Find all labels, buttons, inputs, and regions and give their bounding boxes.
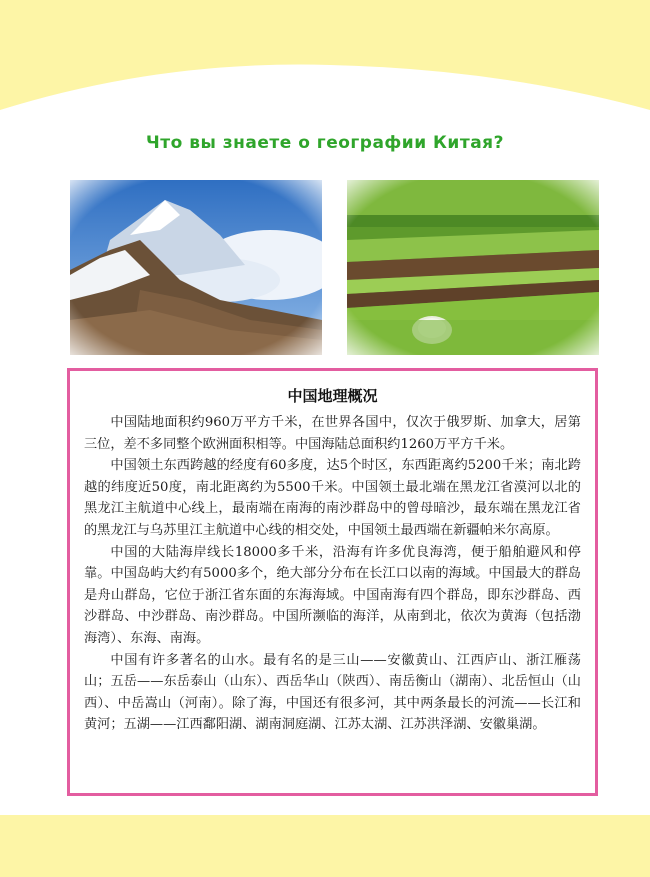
fields-photo (347, 180, 599, 355)
article-paragraph-4: 中国有许多著名的山水。最有名的是三山——安徽黄山、江西庐山、浙江雁荡山；五岳——东岳泰山（山东）、西岳华山（陕西）、南岳衡山（湖南）、北岳恒山（山西）、中岳嵩山（河南）。除了海，中国还有很多河，其中两条最长的河流——长江和黄河；五湖——江西鄱阳湖、湖南洞庭湖、江苏太湖、江苏洪泽湖、安徽巢湖。 (84, 652, 581, 733)
geography-info-box (67, 368, 598, 796)
page-title: Что вы знаете о географии Китая? (146, 133, 504, 153)
bottom-decorative-band (0, 815, 650, 877)
article-heading: 中国地理概况 (287, 387, 378, 405)
top-curve-decoration (0, 55, 650, 135)
article-paragraph-2: 中国领土东西跨越的经度有60多度，达5个时区，东西距离约5200千米；南北跨越的纬度近50度，南北距离约为5500千米。中国领土最北端在黑龙江省漠河以北的黑龙江主航道中心线上，最南端在南海的南沙群岛中的曾母暗沙，最东端在黑龙江省的黑龙江与乌苏里江主航道中心线的相交处，中国领土最西端在新疆帕米尔高原。 (84, 458, 581, 538)
article-paragraph-1: 中国陆地面积约960万平方千米，在世界各国中，仅次于俄罗斯、加拿大，居第三位，差不多同整个欧洲面积相等。中国海陆总面积约1260万平方千米。 (84, 415, 581, 452)
mountain-photo (70, 180, 322, 355)
article-paragraph-3: 中国的大陆海岸线长18000多千米，沿海有许多优良海湾，便于船舶避风和停靠。中国岛屿大约有5000多个，绝大部分分布在长江口以南的海域。中国最大的群岛是舟山群岛，它位于浙江省东面的东海海域。中国南海有四个群岛，即东沙群岛、西沙群岛、中沙群岛、南沙群岛。中国所濒临的海洋，从南到北，依次为黄海（包括渤海湾）、东海、南海。 (84, 544, 581, 646)
